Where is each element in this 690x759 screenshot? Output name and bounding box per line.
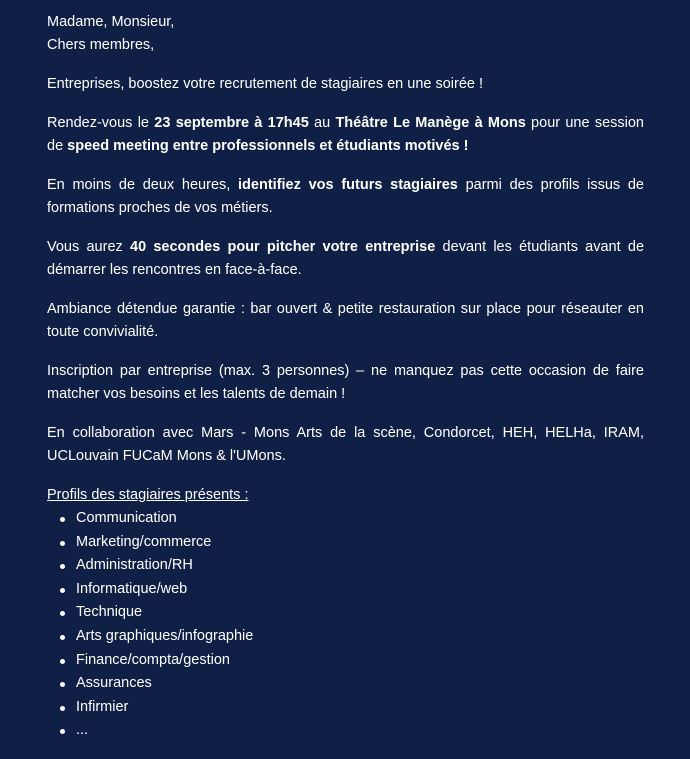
list-item: ...: [59, 719, 644, 743]
list-item: Finance/compta/gestion: [59, 649, 644, 673]
rendezvous-text-3: pour une session de: [47, 115, 644, 154]
ambiance-paragraph: Ambiance détendue garantie : bar ouvert & petite restauration sur place pour réseauter en toute convivialité.: [47, 301, 644, 340]
pitch-bold: 40 secondes pour pitcher votre entreprise: [130, 239, 436, 255]
identify-paragraph: [47, 174, 644, 220]
collaboration-paragraph: En collaboration avec Mars - Mons Arts de la scène, Condorcet, HEH, HELHa, IRAM, UCLouvain FUCaM Mons & l'UMons.: [47, 425, 644, 464]
identify-text-2: parmi des profils issus de formations proches de vos métiers.: [47, 177, 644, 216]
event-venue: Théâtre Le Manège à Mons: [335, 115, 526, 131]
list-item: Arts graphiques/infographie: [59, 625, 644, 649]
event-description: speed meeting entre professionnels et étudiants motivés !: [67, 138, 469, 154]
rendezvous-text-2: au: [308, 115, 336, 131]
inscription-paragraph: Inscription par entreprise (max. 3 personnes) – ne manquez pas cette occasion de faire matcher vos besoins et les talents de demain !: [47, 363, 644, 402]
rendezvous-paragraph: [47, 112, 644, 158]
profiles-title: Profils des stagiaires présents :: [47, 487, 249, 503]
list-item: Communication: [59, 507, 644, 531]
profiles-list: [47, 507, 644, 743]
pitch-text-1: Vous aurez: [47, 239, 130, 255]
list-item: Assurances: [59, 672, 644, 696]
list-item: Informatique/web: [59, 578, 644, 602]
list-item: Technique: [59, 601, 644, 625]
email-body: [47, 11, 644, 743]
event-date: 23 septembre à 17h45: [154, 115, 309, 131]
greeting-line-2: Chers membres,: [47, 37, 155, 53]
identify-text-1: En moins de deux heures,: [47, 177, 239, 193]
list-item: Marketing/commerce: [59, 531, 644, 555]
list-item: Administration/RH: [59, 554, 644, 578]
list-item: Infirmier: [59, 696, 644, 720]
identify-bold: identifiez vos futurs stagiaires: [238, 177, 458, 193]
pitch-paragraph: [47, 236, 644, 282]
pitch-text-2: devant les étudiants avant de démarrer les rencontres en face-à-face.: [47, 239, 645, 278]
greeting-line-1: Madame, Monsieur,: [47, 14, 175, 30]
rendezvous-text-1: Rendez-vous le: [47, 115, 155, 131]
intro-paragraph: Entreprises, boostez votre recrutement de stagiaires en une soirée !: [47, 76, 484, 92]
greeting: [47, 11, 644, 57]
